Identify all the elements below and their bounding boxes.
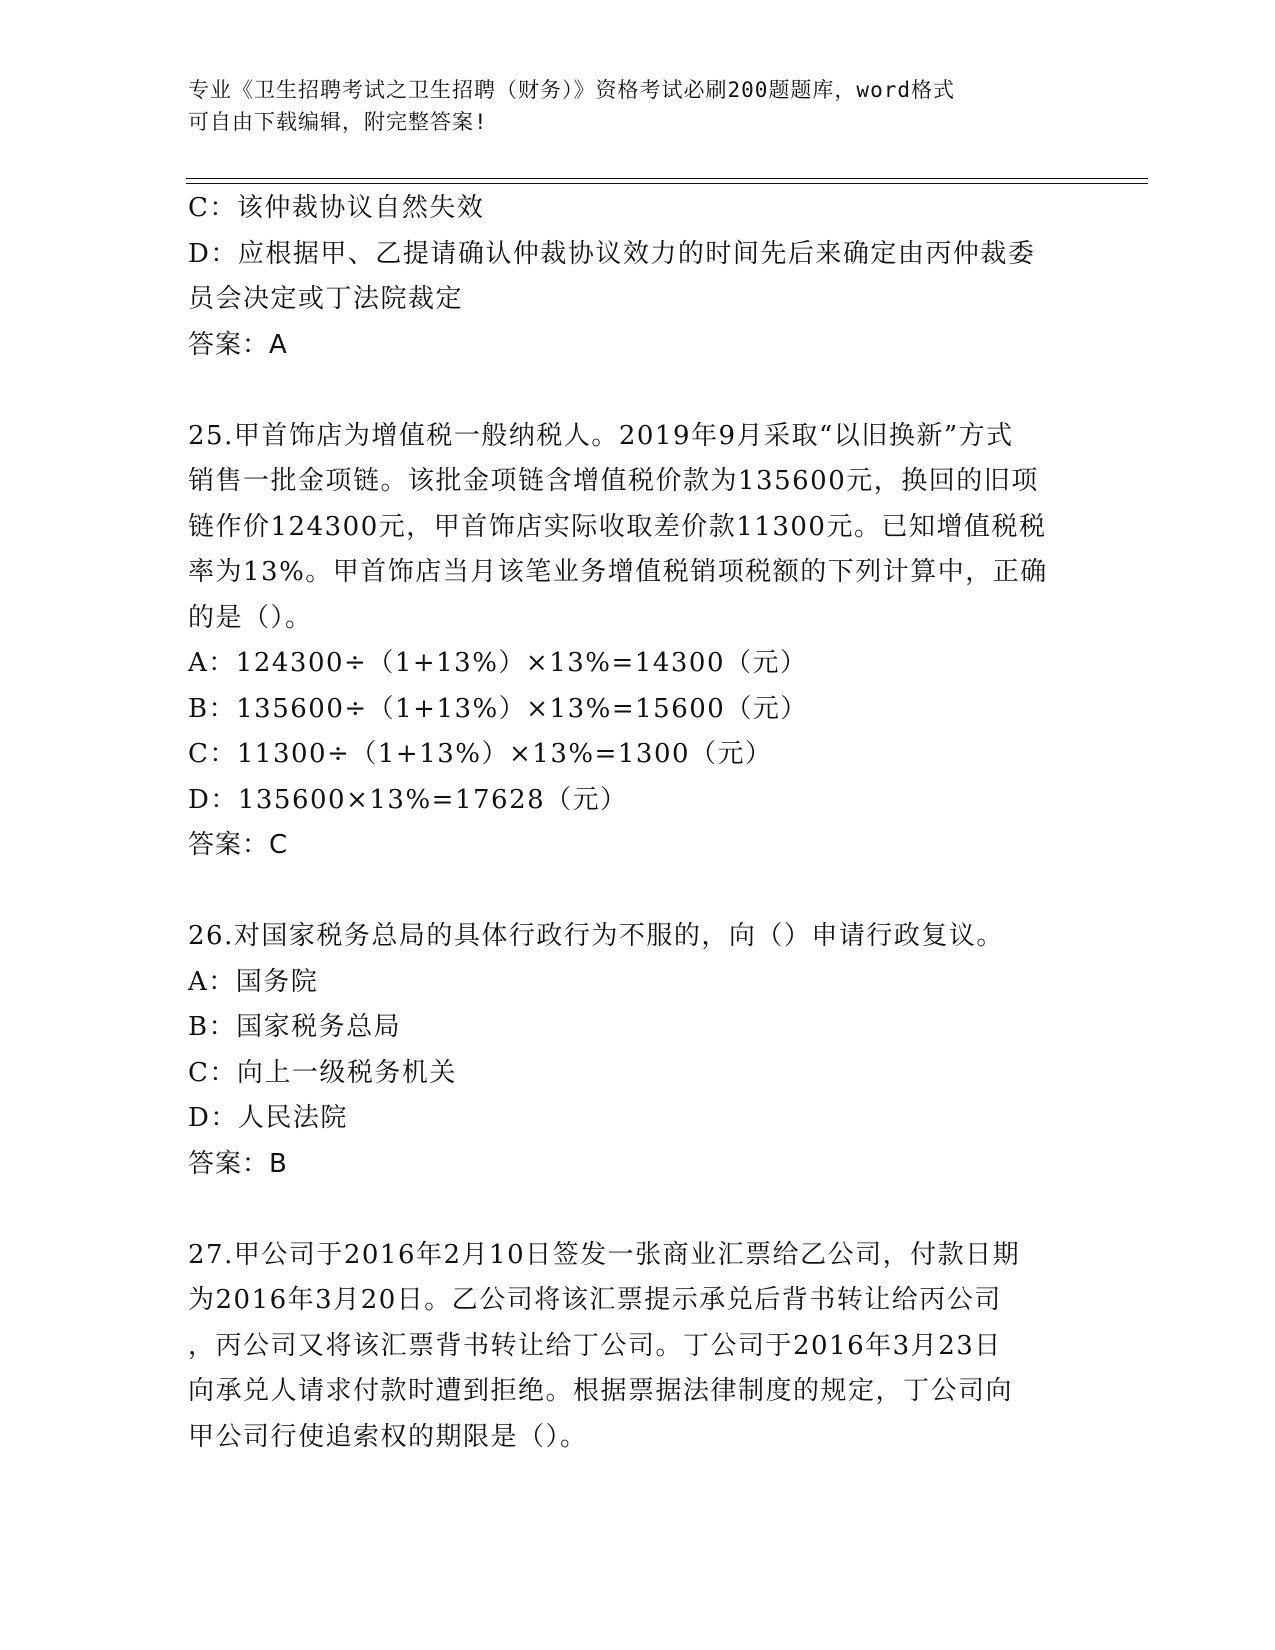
question-27 — [188, 1233, 1078, 1461]
q25-option-c: C：11300÷（1+13%）×13%=1300（元） — [188, 739, 773, 769]
question-24-tail — [188, 186, 1078, 368]
page-header — [188, 74, 1068, 138]
question-26 — [188, 914, 1078, 1187]
q26-answer: 答案：B — [188, 1148, 288, 1179]
q25-stem-line-5: 的是（）。 — [188, 602, 313, 633]
q25-option-d: D：135600×13%=17628（元） — [188, 784, 628, 815]
q27-stem-line-4: 向承兑人请求付款时遭到拒绝。根据票据法律制度的规定，丁公司向 — [188, 1376, 1014, 1406]
header-divider — [186, 178, 1148, 184]
q25-stem-line-2: 销售一批金项链。该批金项链含增值税价款为135600元，换回的旧项 — [188, 466, 1039, 496]
q25-stem-line-3: 链作价124300元，甲首饰店实际收取差价款11300元。已知增值税税 — [188, 511, 1047, 542]
q26-stem: 26.对国家税务总局的具体行政行为不服的，向（）申请行政复议。 — [188, 921, 1004, 951]
q27-stem-line-2: 为2016年3月20日。乙公司将该汇票提示承兑后背书转让给丙公司 — [188, 1285, 1002, 1315]
q25-stem-line-1: 25.甲首饰店为增值税一般纳税人。2019年9月采取“以旧换新”方式 — [188, 420, 1014, 451]
q24-option-d-line-2: 员会决定或丁法院裁定 — [188, 284, 464, 314]
q24-option-d-line-1: D：应根据甲、乙提请确认仲裁协议效力的时间先后来确定由丙仲裁委 — [188, 238, 1036, 269]
q26-option-c: C：向上一级税务机关 — [188, 1057, 457, 1088]
q27-stem-line-5: 甲公司行使追索权的期限是（）。 — [188, 1421, 588, 1452]
document-body — [188, 186, 1078, 1460]
spacer — [188, 368, 1078, 414]
q25-stem-line-4: 率为13%。甲首饰店当月该笔业务增值税销项税额的下列计算中，正确 — [188, 557, 1048, 587]
q25-option-a: A：124300÷（1+13%）×13%=14300（元） — [188, 648, 808, 678]
q25-answer: 答案：C — [188, 830, 289, 860]
question-25 — [188, 414, 1078, 869]
header-title-line-1: 专业《卫生招聘考试之卫生招聘（财务）》资格考试必刷200题题库，word格式 — [188, 78, 955, 102]
spacer — [188, 1187, 1078, 1233]
q26-option-d: D：人民法院 — [188, 1103, 348, 1133]
q26-option-b: B：国家税务总局 — [188, 1012, 402, 1042]
q27-stem-line-3: ，丙公司又将该汇票背书转让给丁公司。丁公司于2016年3月23日 — [188, 1330, 1002, 1361]
q26-option-a: A：国务院 — [188, 966, 319, 997]
q24-answer: 答案：A — [188, 329, 288, 360]
q25-option-b: B：135600÷（1+13%）×13%=15600（元） — [188, 693, 808, 724]
q24-option-c: C：该仲裁协议自然失效 — [188, 193, 485, 223]
q27-stem-line-1: 27.甲公司于2016年2月10日签发一张商业汇票给乙公司，付款日期 — [188, 1239, 1021, 1270]
header-title-line-2: 可自由下载编辑，附完整答案! — [188, 110, 488, 134]
spacer — [188, 869, 1078, 915]
